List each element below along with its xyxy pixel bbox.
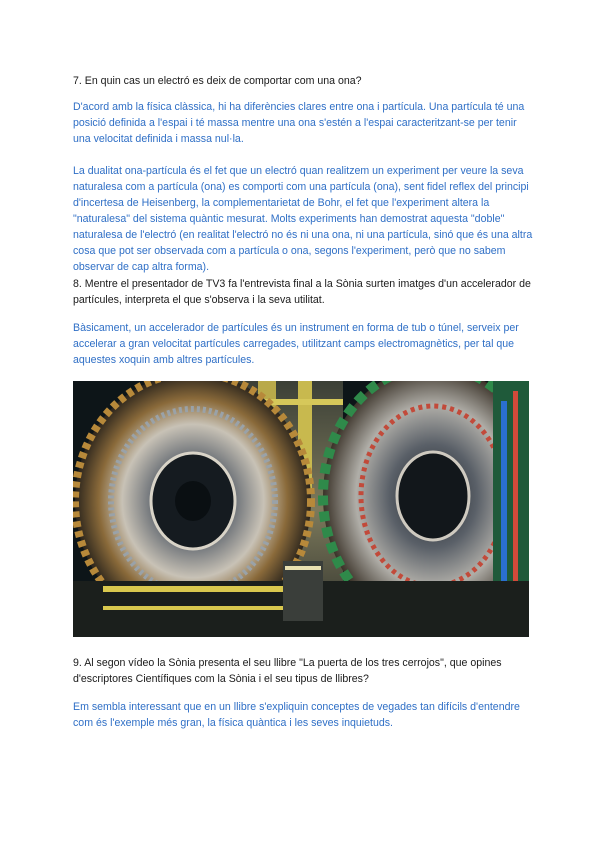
answer-7-paragraph-2: La dualitat ona-partícula és el fet que un electró quan realitzem un experiment per veure la seva naturalesa com a partícula (ona) es comporti com una partícula (ona), sent fidel reflex del principi d'incertesa de Heisenberg, la complementarietat de Bohr, el fet que l'experiment altera la "naturalesa" del sistema quàntic mesurat. Molts experiments han demostrat aquesta "doble" naturalesa de l'electró (en realitat l'electró no és ni una ona, ni una partícula, sinó que és una altra cosa que pot ser observada com a partícula o ona, segons l'experiment, però que no sabem observar de cap altra forma).	[73, 165, 533, 273]
answer-9-paragraph-1: Em sembla interessant que en un llibre s'expliquin conceptes de vegades tan difícils d'entendre com és l'exemple més gran, la física quàntica i les seves inquietuds.	[73, 701, 520, 729]
question-9: 9. Al segon vídeo la Sònia presenta el seu llibre "La puerta de los tres cerrojos", que opines d'escriptores Científiques com la Sònia i el seu tipus de llibres?	[73, 657, 502, 685]
particle-detector-photo	[73, 381, 529, 637]
question-8: 8. Mentre el presentador de TV3 fa l'entrevista final a la Sònia surten imatges d'un accelerador de partícules, interpreta el que s'observa i la seva utilitat.	[73, 278, 531, 306]
answer-9	[73, 699, 533, 731]
question-7: 7. En quin cas un electró es deix de comportar com una ona?	[73, 75, 362, 87]
answer-7	[73, 99, 533, 275]
answer-8-paragraph-1: Bàsicament, un accelerador de partícules és un instrument en forma de tub o túnel, serveix per accelerar a gran velocitat partícules carregades, utilitzant camps electromagnètics, per tal que aquestes xoquin amb altres partícules.	[73, 322, 519, 366]
answer-7-paragraph-1: D'acord amb la física clàssica, hi ha diferències clares entre ona i partícula. Una partícula té una posició definida a l'espai i té massa mentre una ona s'estén a l'espai caracteritzant-se per tenir una velocitat definida i massa nul·la.	[73, 101, 525, 145]
answer-8	[73, 320, 533, 368]
